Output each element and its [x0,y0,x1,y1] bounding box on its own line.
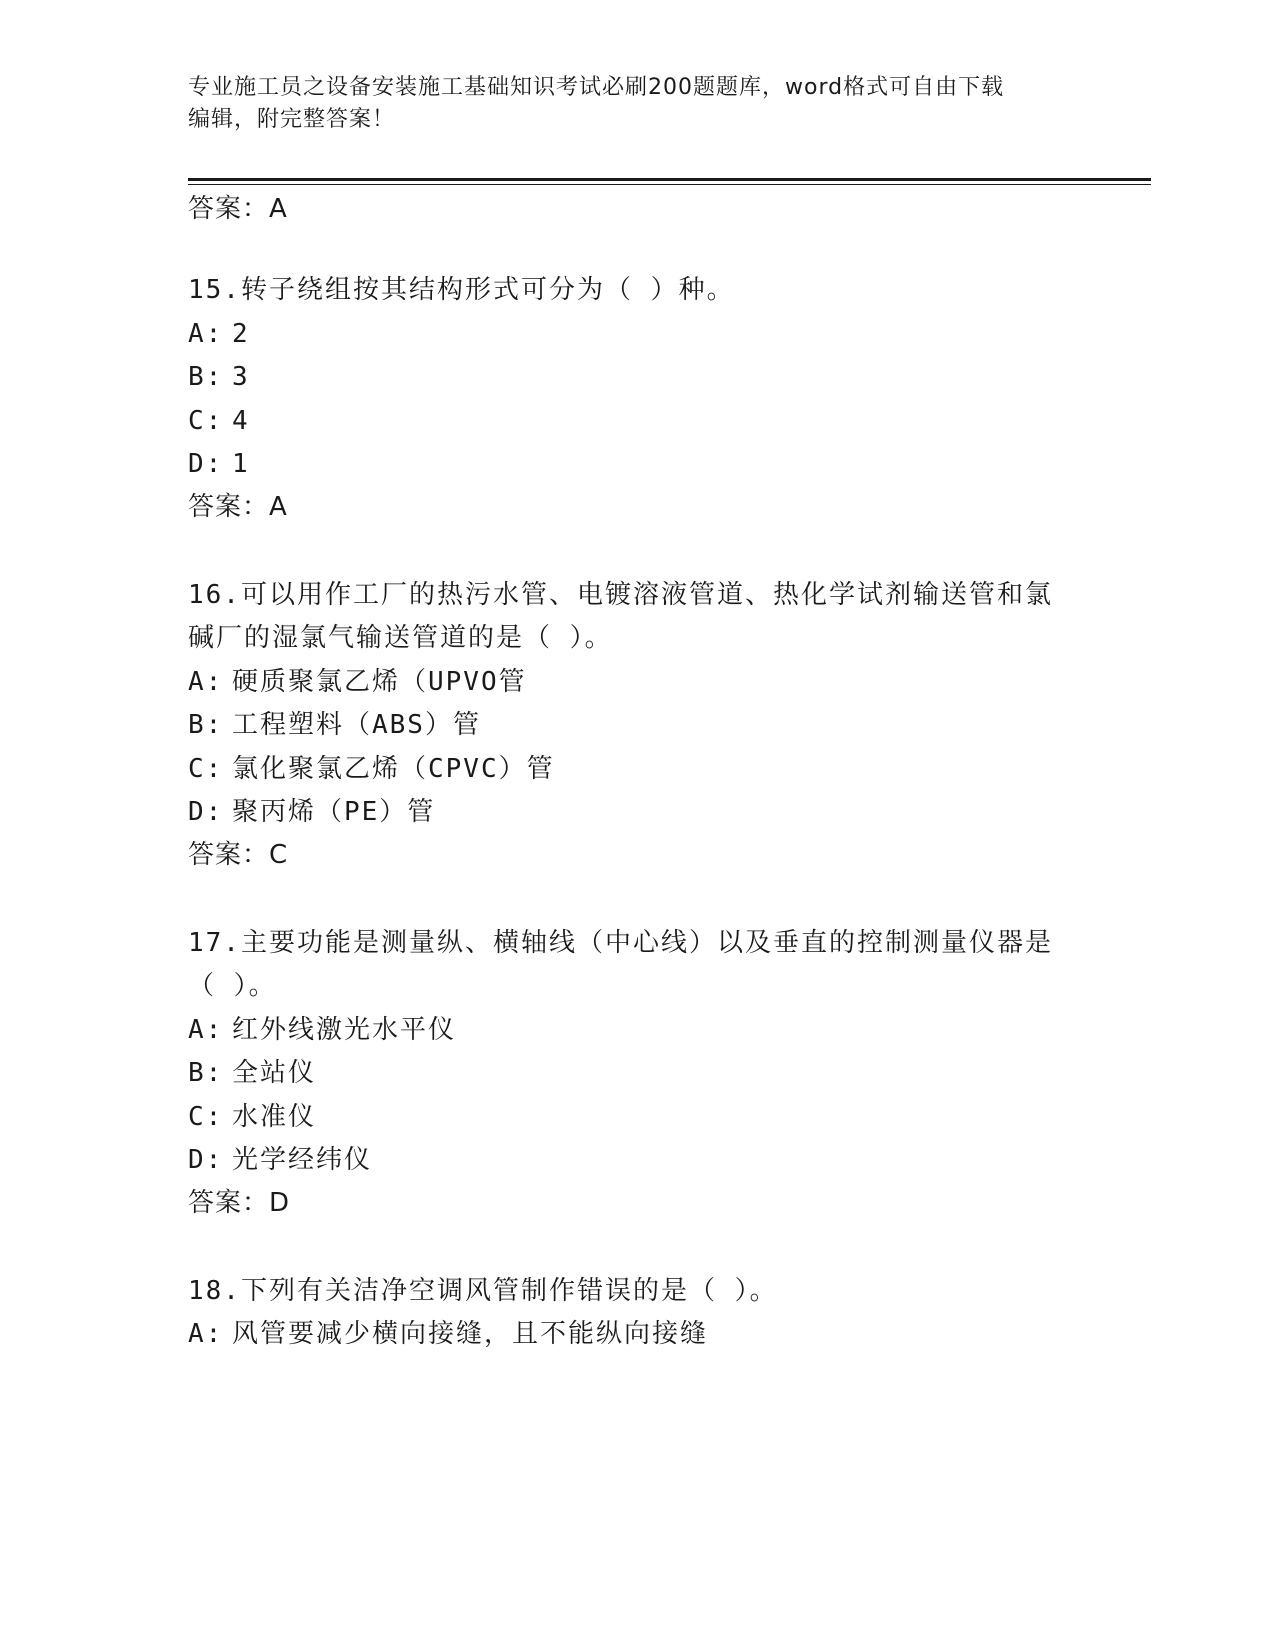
option-d [188,447,250,481]
question-stem-cont: （ ）。 [188,971,277,1001]
header-line-2: 编辑，附完整答案！ [188,107,396,132]
option-text: 工程塑料（ABS）管 [232,710,481,740]
option-letter: B: [188,1058,224,1088]
answer-value: D [269,1188,291,1218]
option-letter: B: [188,710,224,740]
option-letter: A: [188,319,224,349]
option-a [188,665,527,699]
option-letter: D: [188,797,224,827]
option-c [188,1100,316,1134]
option-letter: C: [188,754,224,784]
option-b [188,360,250,394]
option-c [188,404,250,438]
option-c [188,752,555,786]
header-line-1: 专业施工员之设备安装施工基础知识考试必刷200题题库，word格式可自由下载 [188,75,1005,100]
question-answer [188,1186,290,1220]
header-divider-thin [188,184,1151,185]
option-a [188,1013,456,1047]
document-header [188,72,1088,136]
option-text: 1 [232,449,250,479]
question-stem: 15.转子绕组按其结构形式可分为（ ）种。 [188,275,735,305]
option-letter: A: [188,1015,224,1045]
question-stem: 18.下列有关洁净空调风管制作错误的是（ ）。 [188,1276,778,1306]
option-text: 红外线激光水平仪 [232,1015,457,1045]
option-text: 全站仪 [232,1058,317,1088]
answer-label: 答案： [188,1188,270,1218]
option-a [188,1317,708,1351]
question-stem: 16.可以用作工厂的热污水管、电镀溶液管道、热化学试剂输送管和氯 [188,580,1053,610]
option-letter: A: [188,667,224,697]
previous-answer [188,192,288,226]
answer-label: 答案： [188,492,270,522]
option-text: 光学经纬仪 [232,1145,373,1175]
option-letter: C: [188,1102,224,1132]
option-text: 风管要减少横向接缝，且不能纵向接缝 [232,1319,709,1349]
option-d [188,1143,372,1177]
answer-label: 答案： [188,194,270,224]
option-text: 4 [232,406,250,436]
question-answer [188,490,288,524]
option-letter: D: [188,449,224,479]
answer-value: A [269,492,288,522]
header-divider-thick [188,178,1151,181]
option-b [188,708,481,742]
option-a [188,317,250,351]
option-letter: B: [188,362,224,392]
question-answer [188,838,288,872]
option-letter: D: [188,1145,224,1175]
option-text: 2 [232,319,250,349]
option-text: 硬质聚氯乙烯（UPVO管 [232,667,527,697]
option-letter: A: [188,1319,224,1349]
answer-value: C [269,840,289,870]
answer-value: A [269,194,288,224]
option-text: 3 [232,362,250,392]
option-d [188,795,435,829]
answer-label: 答案： [188,840,270,870]
option-text: 聚丙烯（PE）管 [232,797,436,827]
option-text: 水准仪 [232,1102,317,1132]
option-letter: C: [188,406,224,436]
question-stem: 17.主要功能是测量纵、横轴线（中心线）以及垂直的控制测量仪器是 [188,928,1053,958]
option-b [188,1056,316,1090]
option-text: 氯化聚氯乙烯（CPVC）管 [232,754,555,784]
question-stem-cont: 碱厂的湿氯气输送管道的是（ ）。 [188,623,613,653]
